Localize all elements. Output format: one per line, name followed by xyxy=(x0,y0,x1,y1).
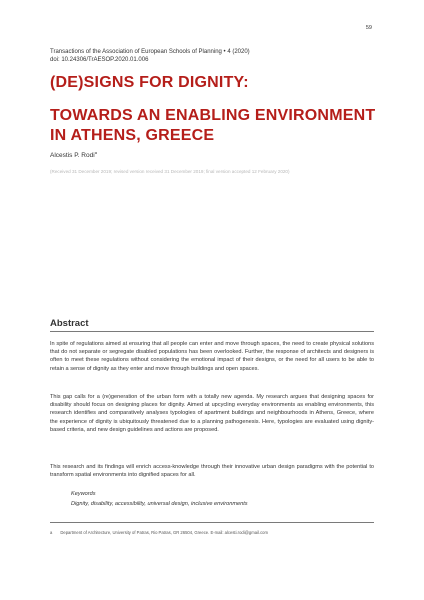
abstract-paragraph-2: This gap calls for a (re)generation of the urban form with a totally new agenda. My research argues that designing spaces for disability should focus on designing places for dignity. Aimed at upcycling everyday environments as enabling environments, this research identifies and comparatively analyses typologies of apartment buildings and neighbourhoods in Athens, Greece, where the experience of dignity is ubiquitously threatened due to a planning pathogenesis. Here, typologies are evaluated using dignity-based criteria, and new design guidelines and actions are proposed. xyxy=(50,394,374,433)
abstract-top-rule xyxy=(50,331,374,332)
author-line xyxy=(50,150,97,159)
journal-info xyxy=(50,48,250,65)
keywords-label: Keywords xyxy=(71,491,96,497)
abstract-heading: Abstract xyxy=(50,318,89,329)
received-dates: (Received 31 December 2019; revised version received 31 December 2019; final version accepted 12 February 2020) xyxy=(50,169,290,174)
abstract-paragraph-3: This research and its findings will enrich access-knowledge through their innovative urban design paradigms with the potential to transform spatial environments into dignified spaces for all. xyxy=(50,464,374,479)
journal-title: Transactions of the Association of European Schools of Planning • 4 (2020) xyxy=(50,49,250,55)
journal-doi: doi: 10.24306/TrAESOP.2020.01.006 xyxy=(50,57,149,64)
author-name: Alcestis P. Rodi xyxy=(50,152,95,160)
paper-title-line-2: TOWARDS AN ENABLING ENVIRONMENT IN ATHENS, GREECE xyxy=(50,107,376,144)
paper-title-line-1: (DE)SIGNS FOR DIGNITY: xyxy=(50,74,249,91)
keywords-list: Dignity, disability, accessibility, universal design, inclusive environments xyxy=(71,501,248,507)
footnote-mark: a xyxy=(50,530,53,535)
abstract-bottom-rule xyxy=(50,522,374,523)
abstract-paragraph-1: In spite of regulations aimed at ensuring that all people can enter and move through spaces, the need to create physical solutions that do not separate or segregate disabled populations has been overlooked. Further, the response of architects and designers is often to meet these regulations without considering the emotional impact of their designs, or the need for all users to be able to retain a sense of dignity as they enter and move through buildings and open spaces. xyxy=(50,341,374,372)
footnote-text: Department of Architecture, University of Patras, Rio Patras, GR 26504, Greece. E-mail: alcesti.rodi@gmail.com xyxy=(60,530,268,535)
page-number: 59 xyxy=(365,25,372,31)
footnote xyxy=(50,530,268,535)
author-affiliation-mark: a xyxy=(94,150,97,155)
